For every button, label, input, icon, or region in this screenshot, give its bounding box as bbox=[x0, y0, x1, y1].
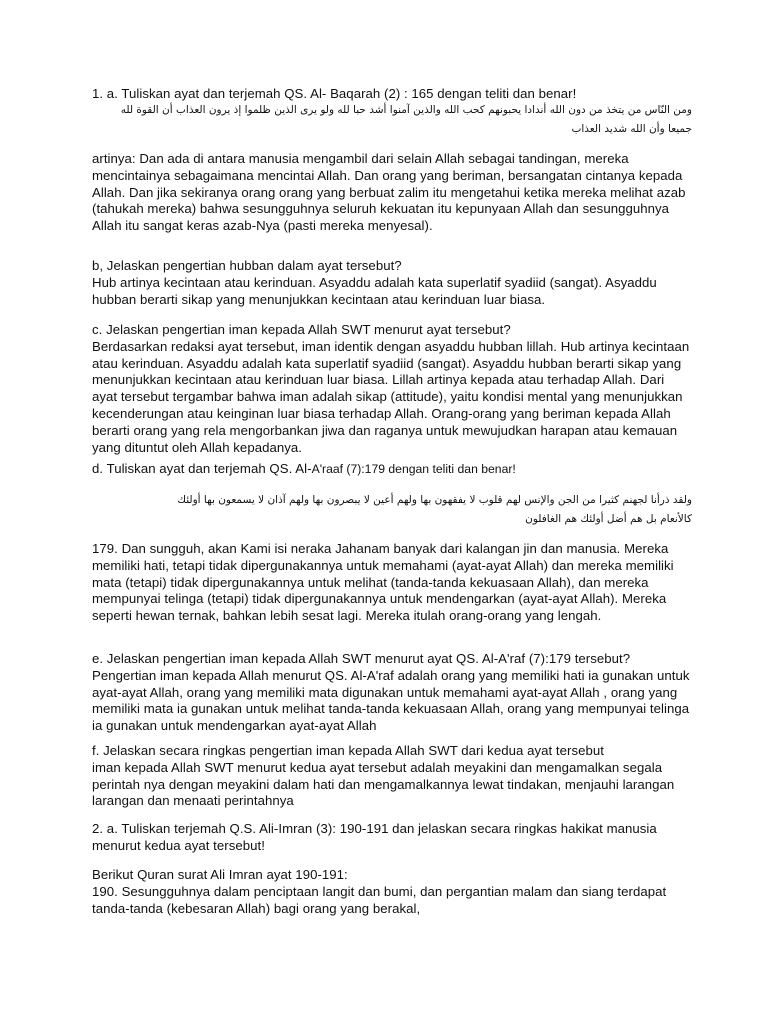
arabic-verse-179-line-2: كالأنعام بل هم أضل أولئك هم الغافلون bbox=[525, 513, 692, 525]
question-2a bbox=[92, 821, 692, 855]
question-1e bbox=[92, 651, 692, 735]
arabic-verse-line-1: ومن النّاس من يتخذ من دون الله أندادا يحبونهم كحب الله والذين آمنوا أشد حبا لله ولو يرى الذين ظلموا إذ يرون العذاب أن القوة لله bbox=[120, 104, 692, 116]
question-1c bbox=[92, 322, 692, 456]
question-1f-title: f. Jelaskan secara ringkas pengertian iman kepada Allah SWT dari kedua ayat tersebut bbox=[92, 743, 604, 758]
question-2a-title: 2. a. Tuliskan terjemah Q.S. Ali-Imran (3): 190-191 dan jelaskan secara ringkas hakikat manusia menurut kedua ayat tersebut! bbox=[92, 821, 657, 853]
question-1c-answer: Berdasarkan redaksi ayat tersebut, iman identik dengan asyaddu hubban lillah. Hub artinya kecintaan atau kerinduan. Asyaddu adalah kata superlatif syadiid (sangat). Asyaddu hubban berarti sikap yang menunjukkan kecintaan atau kerinduan luar biasa. Lillah artinya kepada atau terhadap Allah. Dari ayat tersebut tergambar bahwa iman adalah sikap (attitude), yaitu kondisi mental yang menunjukkan kecenderungan atau keinginan luar biasa terhadap Allah. Orang-orang yang beriman kepada Allah berarti orang yang rela mengorbankan jiwa dan raganya untuk mewujudkan harapan atau kemauan yang dituntut oleh Allah kepadanya. bbox=[92, 338, 690, 455]
question-1e-title: e. Jelaskan pengertian iman kepada Allah SWT menurut ayat QS. Al-A'raf (7):179 tersebut? bbox=[92, 651, 631, 666]
arabic-verse-179-line-1: ولقد ذرأنا لجهنم كثيرا من الجن والإنس لهم قلوب لا يفقهون بها ولهم أعين لا يبصرون بها ولهم آذان لا يسمعون بها أولئك bbox=[177, 494, 692, 506]
arabic-verse-line-2: جميعا وأن الله شديد العذاب bbox=[571, 123, 692, 135]
verse-190-translation: 190. Sesungguhnya dalam penciptaan langit dan bumi, dan pergantian malam dan siang terdapat tanda-tanda (kebesaran Allah) bagi orang yang berakal, bbox=[92, 883, 667, 916]
translation-179-text: 179. Dan sungguh, akan Kami isi neraka Jahanam banyak dari kalangan jin dan manusia. Mereka memiliki hati, tetapi tidak dipergunakannya untuk memahami (ayat-ayat Allah) dan mereka memiliki mata (tetapi) tidak dipergunakannya untuk melihat (tanda-tanda kekuasaan Allah), dan mereka mempunyai telinga (tetapi) tidak dipergunakannya untuk mendengarkan (ayat-ayat Allah). Mereka seperti hewan ternak, bahkan lebih sesat lagi. Mereka itulah orang-orang yang lengah. bbox=[92, 541, 674, 624]
arabic-verse-2-165 bbox=[88, 101, 692, 139]
translation-7-179 bbox=[92, 541, 692, 625]
question-1d-text-part-1: d. Tuliskan ayat dan terjemah QS. Al- bbox=[92, 461, 312, 476]
question-1d-text bbox=[92, 461, 692, 478]
ali-imran-section bbox=[92, 867, 692, 917]
question-1b-title: b, Jelaskan pengertian hubban dalam ayat tersebut? bbox=[92, 258, 402, 273]
question-1f-answer: iman kepada Allah SWT menurut kedua ayat tersebut adalah meyakini dan mengamalkan segala perintah nya dengan meyakini dalam hati dan mengamalkannya lewat tindakan, menjauhi larangan larangan dan menaati perintahnya bbox=[92, 759, 675, 809]
translation-text: artinya: Dan ada di antara manusia mengambil dari selain Allah sebagai tandingan, mereka mencintainya sebagaimana mencintai Allah. Dan orang yang beriman, bersangatan cintanya kepada Allah. Dan jika sekiranya orang orang yang berbuat zalim itu mengetahui ketika mereka melihat azab (tahukah mereka) bahwa sesungguhnya seluruh kekuatan itu kepunyaan Allah dan sesungguhnya Allah itu sangat keras azab-Nya (pasti mereka menyesal). bbox=[92, 151, 686, 234]
ali-imran-intro: Berikut Quran surat Ali Imran ayat 190-191: bbox=[92, 867, 348, 882]
question-1a-text: 1. a. Tuliskan ayat dan terjemah QS. Al- Baqarah (2) : 165 dengan teliti dan benar! bbox=[92, 86, 577, 101]
question-1b bbox=[92, 258, 692, 308]
question-1c-title: c. Jelaskan pengertian iman kepada Allah SWT menurut ayat tersebut? bbox=[92, 322, 511, 337]
question-1d-text-part-2: A'raaf (7):179 dengan teliti dan benar! bbox=[311, 462, 516, 476]
question-1f bbox=[92, 743, 692, 810]
arabic-verse-7-179 bbox=[88, 491, 692, 529]
question-1e-answer: Pengertian iman kepada Allah menurut QS. Al-A'raf adalah orang yang memiliki hati ia gunakan untuk ayat-ayat Allah, orang yang memiliki mata digunakan untuk memahami ayat-ayat Allah , orang yang memiliki mata ia gunakan untuk melihat tanda-tanda kekuasaan Allah, orang yang mempunyai telinga ia gunakan untuk mendengarkan ayat-ayat Allah bbox=[92, 667, 690, 734]
translation-2-165 bbox=[92, 151, 692, 235]
question-1d-title bbox=[92, 461, 692, 478]
question-1b-answer: Hub artinya kecintaan atau kerinduan. Asyaddu adalah kata superlatif syadiid (sangat). Asyaddu hubban berarti sikap yang menunjukkan kecintaan atau kerinduan luar biasa. bbox=[92, 274, 657, 307]
